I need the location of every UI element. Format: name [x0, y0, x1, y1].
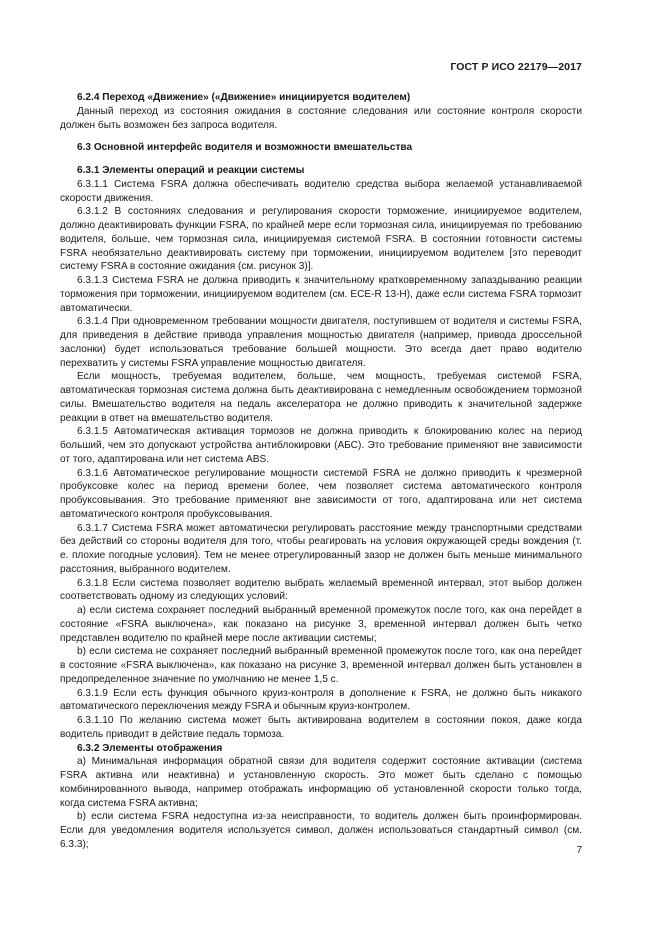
body-paragraph: а) Минимальная информация обратной связи для водителя содержит состояние активации (система FSRA активна или неактивна) и установленную скорость. Это может быть сделано с помощью комбинированного вывода, например отображать информацию об установленной скорости только тогда, когда система FSRA активна;	[60, 756, 582, 809]
body-paragraph: 6.3.1.9 Если есть функция обычного круиз-контроля в дополнение к FSRA, не должно быть никакого автоматического переключения между FSRA и обычным круиз-контролем.	[60, 687, 582, 713]
body-paragraph: а) если система сохраняет последний выбранный временной промежуток после того, как она перейдет в состояние «FSRA выключена», как показано на рисунке 3, временной интервал должен быть четко представлен водителю по крайней мере после активации системы;	[60, 605, 582, 644]
body-paragraph: Если мощность, требуемая водителем, больше, чем мощность, требуемая системой FSRA, автоматическая тормозная система должна быть деактивирована с немедленным освобождением тормозной силы. Вмешательство водителя на педаль акселератора не должно приводить к значительной задержке реакции в ответ на вмешательство водителя.	[60, 371, 582, 424]
body-paragraph: 6.3.1.5 Автоматическая активация тормозов не должна приводить к блокированию колес на период больший, чем это допускают устройства антиблокировки (АБС). Это требование применяют вне зависимости от того, адаптирована или нет система ABS.	[60, 426, 582, 465]
standard-header: ГОСТ Р ИСО 22179—2017	[450, 61, 582, 73]
section-heading: 6.3 Основной интерфейс водителя и возможности вмешательства	[77, 142, 413, 154]
section-heading: 6.3.1 Элементы операций и реакции системы	[77, 165, 305, 176]
body-paragraph: 6.3.1.6 Автоматическое регулирование мощности системой FSRA не должно приводить к чрезмерной пробуксовке колес на период времени более, чем позволяет система автоматического контроля пробуксовывания. Это требование применяют вне зависимости от того, адаптирована или нет система автоматического контроля пробуксовывания.	[60, 467, 582, 520]
paragraph-gap	[60, 132, 582, 141]
body-paragraph: 6.3.1.10 По желанию система может быть активирована водителем в состоянии покоя, даже когда водитель приводит в действие педаль тормоза.	[60, 715, 582, 740]
body-paragraph: 6.3.1.7 Система FSRA может автоматически регулировать расстояние между транспортными средствами без действий со стороны водителя для того, чтобы реагировать на условия окружающей среды вождения (т. е. плохие погодные условия). Тем не менее отрегулированный зазор не должен быть меньше минимального расстояния, выбранного водителем.	[60, 522, 582, 575]
document-body	[60, 91, 582, 852]
body-paragraph: 6.3.1.2 В состояниях следования и регулирования скорости торможение, инициируемое водителем, должно деактивировать функции FSRA, по крайней мере если тормозная сила, инициируемая по требованию водителя, больше, чем тормозная сила, инициируемая системой FSRA. В состоянии готовности системы FSRA необязательно деактивировать систему при торможении, инициируемом водителем [это переводит систему FSRA в состояние ожидания (см. рисунок 3)].	[60, 206, 582, 273]
paragraph-gap	[60, 155, 582, 164]
body-paragraph: b) если система не сохраняет последний выбранный временной промежуток после того, как она перейдет в состояние «FSRA выключена», как показано на рисунке 3, временной интервал должен быть установлен в предопределенное значение по умолчанию не менее 1,5 с.	[60, 646, 582, 685]
body-paragraph: 6.3.1.4 При одновременном требовании мощности двигателя, поступившем от водителя и системы FSRA, для приведения в действие привода управления мощностью двигателя (например, привода дроссельной заслонки) будет использоваться требование большей мощности. Это всегда дает право водителю перехватить у системы FSRA управление мощностью двигателя.	[60, 316, 582, 369]
body-paragraph: Данный переход из состояния ожидания в состояние следования или состояние контроля скорости должен быть возможен без запроса водителя.	[60, 105, 582, 131]
body-paragraph: 6.3.1.8 Если система позволяет водителю выбрать желаемый временной интервал, этот выбор должен соответствовать одному из следующих условий:	[60, 577, 582, 603]
body-paragraph: 6.3.1.3 Система FSRA не должна приводить к значительному кратковременному запаздыванию реакции торможения при торможении, инициируемом водителем (см. ECE-R 13-H), даже если система FSRA тормозит автоматически.	[60, 275, 582, 314]
page-number: 7	[576, 845, 582, 856]
body-paragraph: 6.3.1.1 Система FSRA должна обеспечивать водителю средства выбора желаемой устанавливаемой скорости движения.	[60, 178, 582, 204]
section-heading: 6.2.4 Переход «Движение» («Движение» инициируется водителем)	[77, 92, 411, 103]
body-paragraph: b) если система FSRA недоступна из-за неисправности, то водитель должен быть проинформирован. Если для уведомления водителя используется символ, должен использоваться стандартный символ (см. 6.3.3);	[60, 811, 582, 850]
section-heading: 6.3.2 Элементы отображения	[77, 742, 223, 754]
